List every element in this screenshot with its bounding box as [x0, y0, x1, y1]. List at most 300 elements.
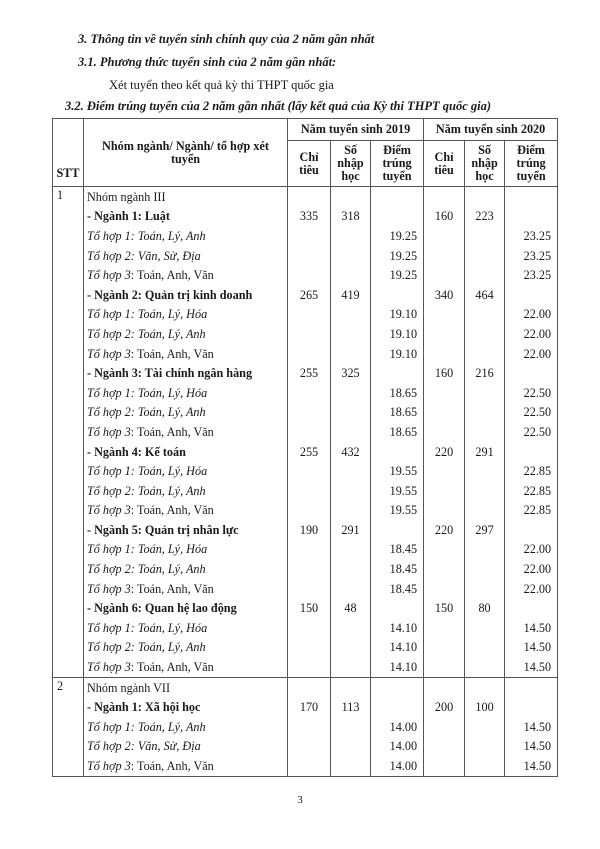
major-row — [53, 520, 558, 540]
empty-cell — [505, 677, 558, 697]
enrolled-2019 — [331, 461, 371, 481]
combo-row — [53, 657, 558, 677]
quota-2019 — [288, 559, 331, 579]
combo-name — [84, 344, 288, 364]
quota-2019: 150 — [288, 598, 331, 618]
enrolled-2019 — [331, 657, 371, 677]
enrolled-2020: 464 — [465, 285, 505, 305]
combo-row — [53, 717, 558, 737]
score-2020: 22.00 — [505, 305, 558, 325]
combo-name: Tổ hợp 2: Văn, Sử, Địa — [84, 246, 288, 266]
quota-2019 — [288, 657, 331, 677]
combo-label: Tổ hợp 3 — [87, 268, 131, 283]
combo-row — [53, 246, 558, 266]
quota-2019 — [288, 305, 331, 325]
stt-cell — [53, 422, 84, 442]
enrolled-2020: 297 — [465, 520, 505, 540]
enrolled-2020 — [465, 737, 505, 757]
quota-2020 — [424, 638, 465, 658]
major-name: - Ngành 3: Tài chính ngân hàng — [84, 363, 288, 383]
stt-cell — [53, 540, 84, 560]
heading-section-3-2: 3.2. Điểm trúng tuyển của 2 năm gần nhất (lấy kết quả của Kỳ thi THPT quốc gia) — [65, 99, 492, 113]
quota-2020 — [424, 383, 465, 403]
quota-2019 — [288, 265, 331, 285]
quota-2019 — [288, 422, 331, 442]
major-name: - Ngành 1: Xã hội học — [84, 697, 288, 717]
major-name: - Ngành 1: Luật — [84, 207, 288, 227]
combo-name: Tổ hợp 2: Toán, Lý, Anh — [84, 403, 288, 423]
score-2019 — [371, 363, 424, 383]
combo-name — [84, 265, 288, 285]
combo-subjects: : Toán, Anh, Văn — [130, 660, 214, 675]
combo-name: Tổ hợp 2: Toán, Lý, Anh — [84, 481, 288, 501]
major-row — [53, 697, 558, 717]
score-2020: 14.50 — [505, 756, 558, 776]
stt-cell — [53, 403, 84, 423]
header-stt: STT — [53, 119, 84, 187]
stt-cell — [53, 618, 84, 638]
enrolled-2020 — [465, 579, 505, 599]
score-2020: 14.50 — [505, 638, 558, 658]
enrolled-2019: 48 — [331, 598, 371, 618]
enrolled-2019 — [331, 246, 371, 266]
enrolled-2019 — [331, 501, 371, 521]
combo-row — [53, 579, 558, 599]
combo-row — [53, 638, 558, 658]
combo-name: Tổ hợp 1: Toán, Lý, Anh — [84, 226, 288, 246]
enrolled-2020 — [465, 226, 505, 246]
empty-cell — [331, 187, 371, 207]
combo-row — [53, 344, 558, 364]
group-row — [53, 187, 558, 207]
score-2019: 19.10 — [371, 344, 424, 364]
combo-name — [84, 657, 288, 677]
enrolled-2019 — [331, 383, 371, 403]
quota-2020 — [424, 246, 465, 266]
stt-cell — [53, 598, 84, 618]
quota-2019: 335 — [288, 207, 331, 227]
stt-cell — [53, 207, 84, 227]
score-2020: 22.85 — [505, 501, 558, 521]
score-2019: 19.25 — [371, 265, 424, 285]
score-2020: 23.25 — [505, 246, 558, 266]
score-2020: 14.50 — [505, 737, 558, 757]
combo-name — [84, 422, 288, 442]
score-2019 — [371, 442, 424, 462]
combo-subjects: : Toán, Anh, Văn — [130, 759, 214, 774]
enrolled-2020 — [465, 422, 505, 442]
header-score-2019: Điểm trúng tuyển — [371, 141, 424, 187]
score-2019 — [371, 207, 424, 227]
score-2020: 22.00 — [505, 540, 558, 560]
score-2020 — [505, 697, 558, 717]
quota-2020 — [424, 501, 465, 521]
combo-name — [84, 501, 288, 521]
quota-2019 — [288, 501, 331, 521]
score-2019: 19.10 — [371, 305, 424, 325]
major-name: - Ngành 2: Quản trị kinh doanh — [84, 285, 288, 305]
score-2020: 22.50 — [505, 403, 558, 423]
score-2020: 22.00 — [505, 324, 558, 344]
score-2020: 14.50 — [505, 717, 558, 737]
header-quota-2020: Chỉ tiêu — [424, 141, 465, 187]
stt-cell — [53, 461, 84, 481]
stt-cell — [53, 324, 84, 344]
quota-2020: 200 — [424, 697, 465, 717]
header-enrolled-2020: Số nhập học — [465, 141, 505, 187]
enrolled-2020: 100 — [465, 697, 505, 717]
enrolled-2019 — [331, 305, 371, 325]
combo-name: Tổ hợp 1: Toán, Lý, Anh — [84, 717, 288, 737]
enrolled-2019 — [331, 579, 371, 599]
enrolled-2019 — [331, 265, 371, 285]
enrolled-2020 — [465, 756, 505, 776]
enrolled-2020: 291 — [465, 442, 505, 462]
score-2019: 19.25 — [371, 246, 424, 266]
score-2019 — [371, 598, 424, 618]
enrolled-2019: 113 — [331, 697, 371, 717]
score-2020: 22.00 — [505, 579, 558, 599]
quota-2020: 160 — [424, 207, 465, 227]
score-2019: 14.00 — [371, 717, 424, 737]
combo-label: Tổ hợp 3 — [87, 346, 131, 361]
stt-cell: 2 — [53, 677, 84, 697]
combo-name: Tổ hợp 1: Toán, Lý, Hóa — [84, 540, 288, 560]
score-2019: 18.65 — [371, 403, 424, 423]
score-2020: 23.25 — [505, 226, 558, 246]
quota-2019 — [288, 579, 331, 599]
quota-2020: 220 — [424, 520, 465, 540]
table-body — [53, 187, 558, 777]
group-name: Nhóm ngành III — [84, 187, 288, 207]
enrolled-2020: 216 — [465, 363, 505, 383]
enrolled-2019: 318 — [331, 207, 371, 227]
quota-2019 — [288, 481, 331, 501]
empty-cell — [371, 187, 424, 207]
quota-2019 — [288, 540, 331, 560]
stt-cell — [53, 442, 84, 462]
stt-cell — [53, 638, 84, 658]
stt-cell — [53, 737, 84, 757]
combo-name: Tổ hợp 1: Toán, Lý, Hóa — [84, 305, 288, 325]
quota-2020: 220 — [424, 442, 465, 462]
combo-row — [53, 305, 558, 325]
stt-cell — [53, 501, 84, 521]
score-2020: 14.50 — [505, 618, 558, 638]
combo-subjects: : Toán, Anh, Văn — [130, 268, 214, 283]
combo-label: Tổ hợp 3 — [87, 581, 131, 596]
combo-row — [53, 461, 558, 481]
combo-row — [53, 756, 558, 776]
page-number: 3 — [297, 794, 303, 806]
enrolled-2019 — [331, 756, 371, 776]
header-year-2020: Năm tuyển sinh 2020 — [424, 119, 558, 141]
combo-row — [53, 481, 558, 501]
score-2020: 22.00 — [505, 559, 558, 579]
quota-2020 — [424, 461, 465, 481]
stt-cell — [53, 265, 84, 285]
major-name: - Ngành 5: Quản trị nhân lực — [84, 520, 288, 540]
stt-cell — [53, 285, 84, 305]
combo-subjects: : Toán, Anh, Văn — [130, 581, 214, 596]
enrolled-2019 — [331, 737, 371, 757]
stt-cell — [53, 344, 84, 364]
combo-label: Tổ hợp 3 — [87, 759, 131, 774]
empty-cell — [331, 677, 371, 697]
combo-row — [53, 403, 558, 423]
combo-row — [53, 383, 558, 403]
empty-cell — [371, 677, 424, 697]
quota-2019 — [288, 717, 331, 737]
stt-cell — [53, 305, 84, 325]
score-2020: 22.50 — [505, 422, 558, 442]
enrolled-2020 — [465, 265, 505, 285]
enrolled-2020 — [465, 344, 505, 364]
enrolled-2019 — [331, 540, 371, 560]
score-2020 — [505, 285, 558, 305]
score-2020: 22.85 — [505, 461, 558, 481]
enrolled-2020 — [465, 403, 505, 423]
combo-row — [53, 540, 558, 560]
quota-2019 — [288, 403, 331, 423]
score-2019: 14.10 — [371, 638, 424, 658]
score-2019: 19.55 — [371, 481, 424, 501]
score-2019 — [371, 520, 424, 540]
score-2020 — [505, 363, 558, 383]
combo-label: Tổ hợp 3 — [87, 424, 131, 439]
header-year-2019: Năm tuyển sinh 2019 — [288, 119, 424, 141]
combo-row — [53, 226, 558, 246]
heading-section-3-1: 3.1. Phương thức tuyển sinh của 2 năm gần nhất: — [78, 55, 337, 69]
header-enrolled-2019: Số nhập học — [331, 141, 371, 187]
quota-2020 — [424, 265, 465, 285]
score-2019: 14.00 — [371, 737, 424, 757]
quota-2019 — [288, 324, 331, 344]
stt-cell — [53, 481, 84, 501]
quota-2020 — [424, 344, 465, 364]
quota-2020 — [424, 540, 465, 560]
empty-cell — [424, 187, 465, 207]
enrolled-2020 — [465, 657, 505, 677]
combo-name: Tổ hợp 1: Toán, Lý, Hóa — [84, 618, 288, 638]
enrolled-2019 — [331, 559, 371, 579]
major-name: - Ngành 6: Quan hệ lao động — [84, 598, 288, 618]
major-row — [53, 598, 558, 618]
admission-method: Xét tuyển theo kết quả kỳ thi THPT quốc gia — [109, 78, 334, 92]
enrolled-2020 — [465, 246, 505, 266]
quota-2020 — [424, 422, 465, 442]
combo-row — [53, 324, 558, 344]
quota-2020 — [424, 756, 465, 776]
enrolled-2019 — [331, 638, 371, 658]
empty-cell — [288, 677, 331, 697]
quota-2019 — [288, 737, 331, 757]
enrolled-2020 — [465, 305, 505, 325]
stt-cell — [53, 559, 84, 579]
enrolled-2020 — [465, 618, 505, 638]
enrolled-2020 — [465, 481, 505, 501]
stt-cell — [53, 226, 84, 246]
score-2020 — [505, 598, 558, 618]
combo-name: Tổ hợp 1: Toán, Lý, Hóa — [84, 461, 288, 481]
enrolled-2019 — [331, 344, 371, 364]
combo-label: Tổ hợp 3 — [87, 503, 131, 518]
quota-2020 — [424, 618, 465, 638]
major-name: - Ngành 4: Kế toán — [84, 442, 288, 462]
quota-2020: 150 — [424, 598, 465, 618]
enrolled-2019: 291 — [331, 520, 371, 540]
score-2019: 14.00 — [371, 756, 424, 776]
score-2019: 19.10 — [371, 324, 424, 344]
major-row — [53, 442, 558, 462]
quota-2019 — [288, 383, 331, 403]
combo-row — [53, 501, 558, 521]
score-2019: 18.45 — [371, 579, 424, 599]
quota-2020 — [424, 226, 465, 246]
major-row — [53, 285, 558, 305]
combo-row — [53, 422, 558, 442]
quota-2020 — [424, 717, 465, 737]
combo-name — [84, 756, 288, 776]
quota-2020: 160 — [424, 363, 465, 383]
major-row — [53, 207, 558, 227]
enrolled-2019 — [331, 324, 371, 344]
combo-subjects: : Toán, Anh, Văn — [130, 424, 214, 439]
enrolled-2019 — [331, 717, 371, 737]
group-name: Nhóm ngành VII — [84, 677, 288, 697]
quota-2020 — [424, 559, 465, 579]
enrolled-2020: 223 — [465, 207, 505, 227]
quota-2020: 340 — [424, 285, 465, 305]
stt-cell — [53, 246, 84, 266]
score-2020: 14.50 — [505, 657, 558, 677]
stt-cell — [53, 520, 84, 540]
combo-label: Tổ hợp 3 — [87, 660, 131, 675]
quota-2019 — [288, 756, 331, 776]
combo-name: Tổ hợp 2: Toán, Lý, Anh — [84, 559, 288, 579]
header-score-2020: Điểm trúng tuyển — [505, 141, 558, 187]
score-2020: 22.00 — [505, 344, 558, 364]
enrolled-2020 — [465, 559, 505, 579]
empty-cell — [505, 187, 558, 207]
score-2019 — [371, 697, 424, 717]
quota-2019: 255 — [288, 442, 331, 462]
empty-cell — [424, 677, 465, 697]
enrolled-2020 — [465, 383, 505, 403]
combo-subjects: : Toán, Anh, Văn — [130, 503, 214, 518]
score-2020 — [505, 207, 558, 227]
quota-2019 — [288, 461, 331, 481]
score-2020: 22.50 — [505, 383, 558, 403]
enrolled-2020 — [465, 540, 505, 560]
group-row — [53, 677, 558, 697]
enrolled-2019: 432 — [331, 442, 371, 462]
stt-cell — [53, 657, 84, 677]
enrolled-2020 — [465, 717, 505, 737]
stt-cell — [53, 717, 84, 737]
stt-cell — [53, 697, 84, 717]
quota-2020 — [424, 305, 465, 325]
major-row — [53, 363, 558, 383]
heading-section-3: 3. Thông tin về tuyển sinh chính quy của 2 năm gần nhất — [78, 32, 375, 46]
empty-cell — [288, 187, 331, 207]
quota-2019: 170 — [288, 697, 331, 717]
stt-cell — [53, 579, 84, 599]
combo-name: Tổ hợp 1: Toán, Lý, Hóa — [84, 383, 288, 403]
combo-subjects: : Toán, Anh, Văn — [130, 346, 214, 361]
combo-name — [84, 579, 288, 599]
quota-2020 — [424, 481, 465, 501]
combo-name: Tổ hợp 2: Toán, Lý, Anh — [84, 638, 288, 658]
combo-row — [53, 265, 558, 285]
quota-2019 — [288, 638, 331, 658]
enrolled-2019 — [331, 422, 371, 442]
enrolled-2020 — [465, 461, 505, 481]
score-2019: 14.10 — [371, 657, 424, 677]
stt-cell — [53, 756, 84, 776]
combo-row — [53, 559, 558, 579]
score-2020 — [505, 520, 558, 540]
score-2020: 22.85 — [505, 481, 558, 501]
enrolled-2019: 419 — [331, 285, 371, 305]
quota-2020 — [424, 579, 465, 599]
empty-cell — [465, 677, 505, 697]
score-2019: 18.45 — [371, 559, 424, 579]
quota-2020 — [424, 737, 465, 757]
admission-score-table — [52, 118, 558, 777]
score-2019: 19.55 — [371, 461, 424, 481]
quota-2020 — [424, 324, 465, 344]
quota-2019 — [288, 246, 331, 266]
score-2019: 18.45 — [371, 540, 424, 560]
enrolled-2019 — [331, 226, 371, 246]
score-2020 — [505, 442, 558, 462]
score-2019 — [371, 285, 424, 305]
score-2019: 14.10 — [371, 618, 424, 638]
enrolled-2019 — [331, 481, 371, 501]
score-2019: 19.55 — [371, 501, 424, 521]
combo-name: Tổ hợp 2: Văn, Sử, Địa — [84, 737, 288, 757]
stt-cell — [53, 383, 84, 403]
enrolled-2020 — [465, 324, 505, 344]
quota-2019: 190 — [288, 520, 331, 540]
combo-row — [53, 618, 558, 638]
stt-cell: 1 — [53, 187, 84, 207]
enrolled-2019 — [331, 403, 371, 423]
enrolled-2019 — [331, 618, 371, 638]
quota-2019: 265 — [288, 285, 331, 305]
enrolled-2020: 80 — [465, 598, 505, 618]
combo-row — [53, 737, 558, 757]
header-quota-2019: Chỉ tiêu — [288, 141, 331, 187]
score-2019: 19.25 — [371, 226, 424, 246]
quota-2019 — [288, 344, 331, 364]
enrolled-2020 — [465, 501, 505, 521]
quota-2020 — [424, 403, 465, 423]
score-2020: 23.25 — [505, 265, 558, 285]
stt-cell — [53, 363, 84, 383]
enrolled-2020 — [465, 638, 505, 658]
enrolled-2019: 325 — [331, 363, 371, 383]
header-group: Nhóm ngành/ Ngành/ tổ hợp xét tuyển — [84, 119, 288, 187]
quota-2019 — [288, 226, 331, 246]
quota-2019 — [288, 618, 331, 638]
quota-2020 — [424, 657, 465, 677]
quota-2019: 255 — [288, 363, 331, 383]
empty-cell — [465, 187, 505, 207]
score-2019: 18.65 — [371, 383, 424, 403]
combo-name: Tổ hợp 2: Toán, Lý, Anh — [84, 324, 288, 344]
